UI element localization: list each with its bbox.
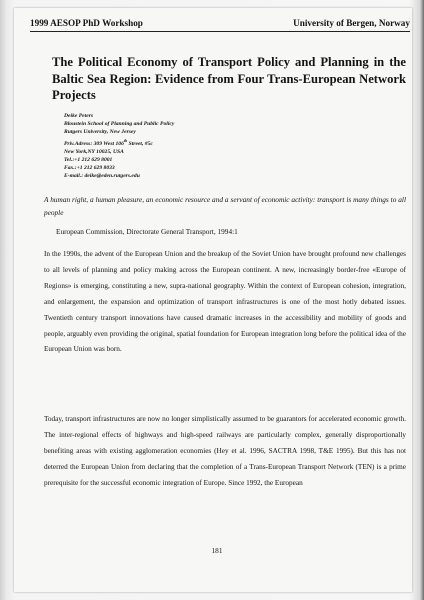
author-address-1: Priv.Adress: 309 West 106th Street, #5c [64, 137, 153, 147]
author-name: Deike Peters [64, 113, 94, 119]
page-number: 181 [211, 546, 223, 555]
author-block [64, 112, 304, 180]
document-page [14, 8, 412, 592]
author-email: E-mail.: deike@eden.rutgers.edu [64, 173, 140, 180]
author-fax: Fax.:+1 212 629 8033 [64, 165, 115, 172]
epigraph-source: European Commission, Directorate General Transport, 1994:1 [56, 227, 238, 236]
body-paragraph-1: In the 1990s, the advent of the European Union and the breakup of the Soviet Union have brought profound new challenges to all levels of planning and policy making across the European continent. A new, increasingly border-free «Europe of Regions» is emerging, constituting a new, supra-national geography. Within the context of European cohesion, integration, and enlargement, the expansion and optimization of transport infrastructures is one of the most hotly debated issues. Twentieth century transport innovations have caused dramatic increases in the accessibility and mobility of goods and people, arguably even providing the original, spatial foundation for European integration long before the political idea of the European Union was born. [44, 250, 406, 354]
header-rule [30, 31, 410, 32]
epigraph-quote: A human right, a human pleasure, an economic resource and a servant of economic activity: transport is many things to all people [44, 195, 406, 217]
header-workshop: 1999 AESOP PhD Workshop [30, 18, 143, 28]
paper-title: The Political Economy of Transport Policy and Planning in the Baltic Sea Region: Evidence from Four Trans-European Network Projects [52, 55, 406, 103]
author-address-2: New York,NY 10025, USA [64, 148, 124, 155]
author-tel: Tel.:+1 212 629 8001 [64, 156, 113, 163]
author-university: Rutgers University, New Jersey [64, 129, 136, 136]
author-affiliation: Bloustein School of Planning and Public Policy [64, 121, 175, 128]
header-university: University of Bergen, Norway [293, 18, 410, 28]
ordinal-suffix: th [123, 137, 128, 143]
body-paragraph-2: Today, transport infrastructures are now no longer simplistically assumed to be guarantors for accelerated economic growth. The inter-regional effects of highways and high-speed railways are particularly complex, generally disproportionally benefiting areas with existing agglomeration economies (Hey et al. 1996, SACTRA 1998, T&E 1995). But this has not deterred the European Union from declaring that the completion of a Trans-European Transport Network (TEN) is a prime prerequisite for the successful economic integration of Europe. Since 1992, the European [44, 415, 406, 487]
running-header [30, 17, 410, 29]
